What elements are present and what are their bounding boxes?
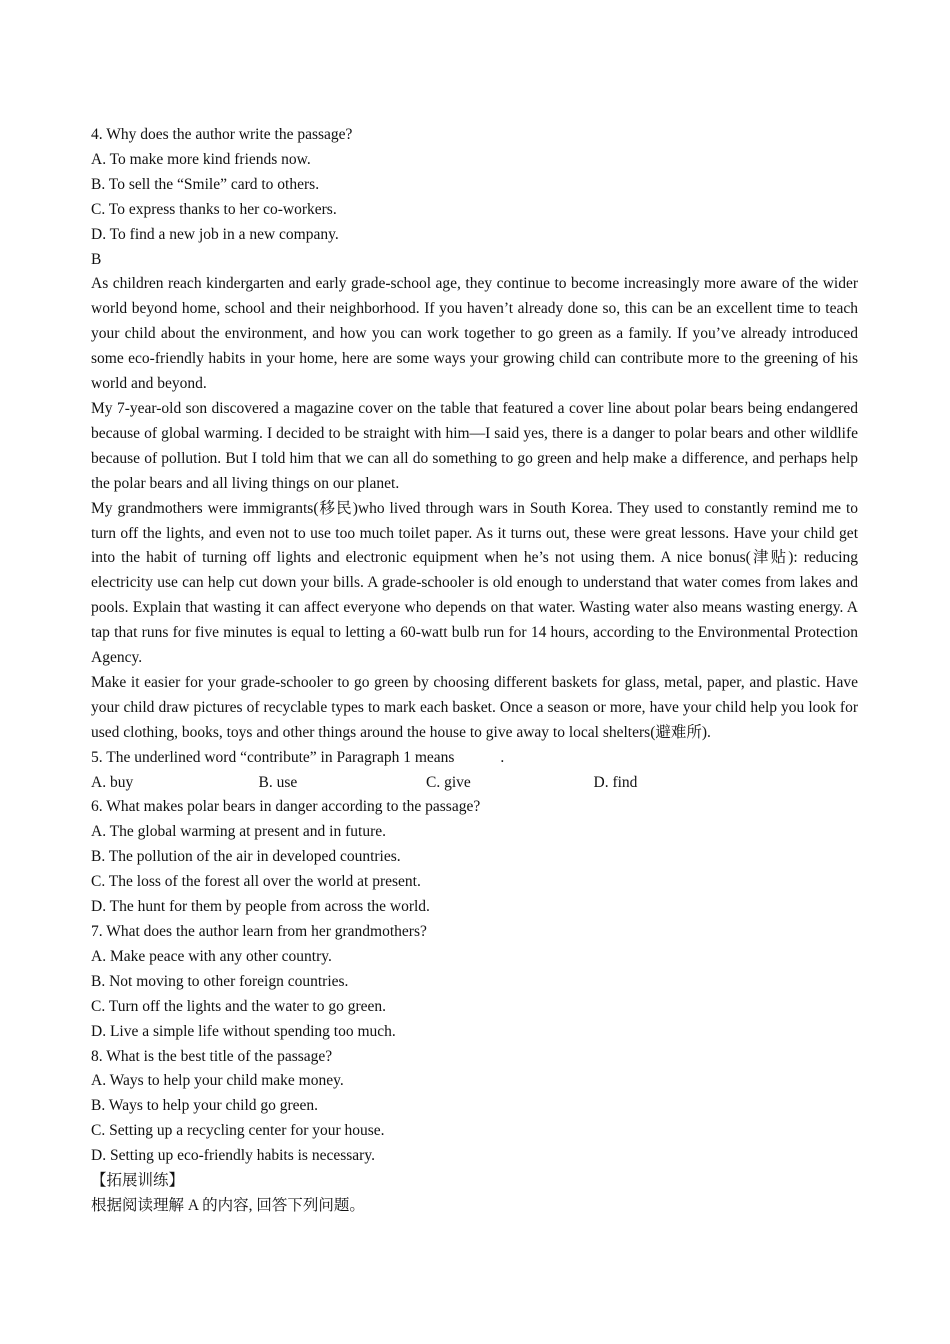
question-end: . [500, 748, 505, 766]
paragraph-4: Make it easier for your grade-schooler to go green by choosing different baskets for glass, metal, paper, and plastic. Have your child draw pictures of recyclable types to mark each basket. Once a season or more, have your child help you look for used clothing, books, toys and other things around the house to give away to local shelters(避难所). [91, 673, 858, 741]
option-c: C. Turn off the lights and the water to go green. [91, 997, 387, 1015]
document-page [91, 123, 858, 1219]
question-6 [91, 795, 858, 920]
option-a: A. The global warming at present and in future. [91, 823, 386, 841]
option-c: C. The loss of the forest all over the world at present. [91, 873, 421, 891]
question-7 [91, 920, 858, 1045]
option-c: C. To express thanks to her co-workers. [91, 200, 337, 218]
options-row [91, 771, 858, 796]
option-a: A. Ways to help your child make money. [91, 1072, 344, 1090]
option-b: B. use [258, 773, 298, 791]
option-d: D. Live a simple life without spending too much. [91, 1022, 396, 1040]
passage-b [91, 248, 858, 746]
option-c: C. give [426, 773, 471, 791]
question-4 [91, 123, 858, 248]
extension-instruction: 根据阅读理解 A 的内容, 回答下列问题。 [91, 1196, 365, 1214]
section-label: B [91, 250, 102, 268]
option-d: D. To find a new job in a new company. [91, 225, 339, 243]
option-b: B. To sell the “Smile” card to others. [91, 175, 320, 193]
question-text: 7. What does the author learn from her grandmothers? [91, 923, 427, 940]
option-c: C. Setting up a recycling center for your house. [91, 1122, 385, 1140]
option-a: A. To make more kind friends now. [91, 150, 311, 168]
question-5 [91, 746, 858, 796]
question-text [91, 746, 858, 771]
option-d: D. Setting up eco-friendly habits is necessary. [91, 1147, 375, 1165]
option-a: A. buy [91, 773, 134, 791]
paragraph-2: My 7-year-old son discovered a magazine cover on the table that featured a cover line about polar bears being endangered because of global warming. I decided to be straight with him—I said yes, there is a danger to polar bears and other wildlife because of pollution. But I told him that we can all do something to go green and help make a difference, and perhaps help the polar bears and all living things on our planet. [91, 399, 858, 492]
question-text: 4. Why does the author write the passage? [91, 126, 353, 143]
option-b: B. Ways to help your child go green. [91, 1097, 319, 1115]
option-b: B. The pollution of the air in developed countries. [91, 848, 401, 866]
option-d: D. The hunt for them by people from across the world. [91, 898, 430, 916]
option-b: B. Not moving to other foreign countries. [91, 972, 349, 990]
question-8 [91, 1045, 858, 1170]
question-text: 6. What makes polar bears in danger according to the passage? [91, 798, 481, 816]
extension-section [91, 1169, 858, 1219]
question-stem: 5. The underlined word “contribute” in Paragraph 1 means [91, 748, 455, 766]
question-text: 8. What is the best title of the passage? [91, 1047, 333, 1065]
option-d: D. find [593, 773, 638, 791]
paragraph-3: My grandmothers were immigrants(移民)who lived through wars in South Korea. They used to constantly remind me to turn off the lights, and even not to use too much toilet paper. As it turns out, these were great lessons. Have your child get into the habit of turning off lights and electronic equipment when he’s not using them. A nice bonus(津贴): reducing electricity use can help cut down your bills. A grade-schooler is old enough to understand that water comes from lakes and pools. Explain that wasting it can affect everyone who depends on that water. Wasting water also means wasting energy. A tap that runs for five minutes is equal to letting a 60-watt bulb run for 14 hours, according to the Environmental Protection Agency. [91, 499, 858, 667]
paragraph-1: As children reach kindergarten and early grade-school age, they continue to become increasingly more aware of the wider world beyond home, school and their neighborhood. If you haven’t already done so, this can be an excellent time to teach your child about the environment, and how you can work together to go green as a family. If you’ve already introduced some eco-friendly habits in your home, here are some ways your growing child can contribute more to the greening of his world and beyond. [91, 275, 858, 393]
extension-heading: 【拓展训练】 [91, 1172, 185, 1190]
option-a: A. Make peace with any other country. [91, 947, 332, 965]
